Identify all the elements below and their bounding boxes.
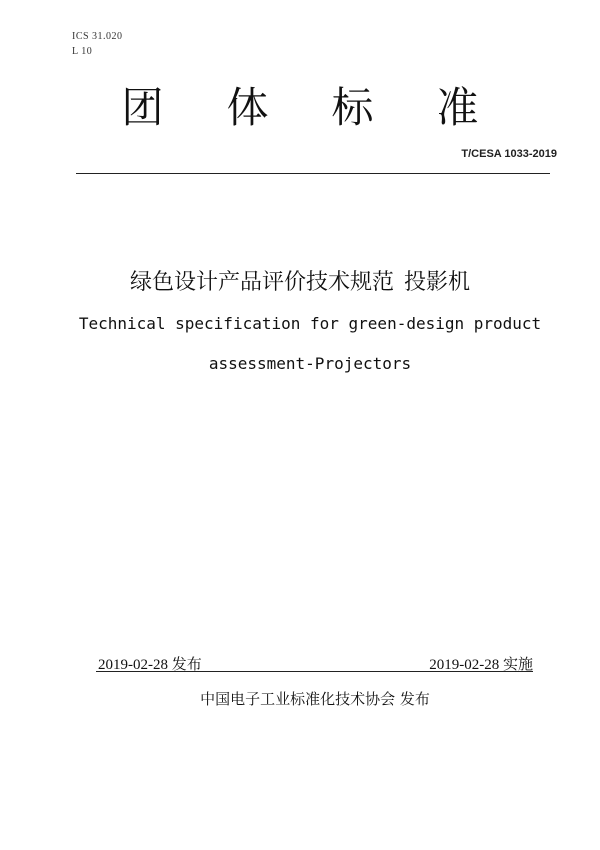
issue-date: 2019-02-28 发布 <box>98 657 202 673</box>
standard-number: T/CESA 1033-2019 <box>461 148 557 160</box>
english-title-line-1: Technical specification for green-design product <box>78 314 542 333</box>
english-title-line-2: assessment-Projectors <box>208 354 412 373</box>
ics-code: ICS 31.020 <box>72 31 123 42</box>
standard-category-char: 体 <box>226 83 269 132</box>
header-divider <box>76 173 550 174</box>
ccs-code: L 10 <box>72 46 93 57</box>
standard-category-char: 团 <box>121 83 164 132</box>
implementation-date: 2019-02-28 实施 <box>429 657 533 673</box>
chinese-title-product: 投影机 <box>404 270 471 295</box>
chinese-title-main: 绿色设计产品评价技术规范 <box>129 270 394 295</box>
chinese-title <box>0 268 600 298</box>
standard-category-char: 准 <box>436 83 479 132</box>
publisher: 中国电子工业标准化技术协会 发布 <box>200 690 430 708</box>
standard-category-title <box>0 82 600 134</box>
standard-category-char: 标 <box>331 83 374 132</box>
footer-divider <box>96 671 533 672</box>
